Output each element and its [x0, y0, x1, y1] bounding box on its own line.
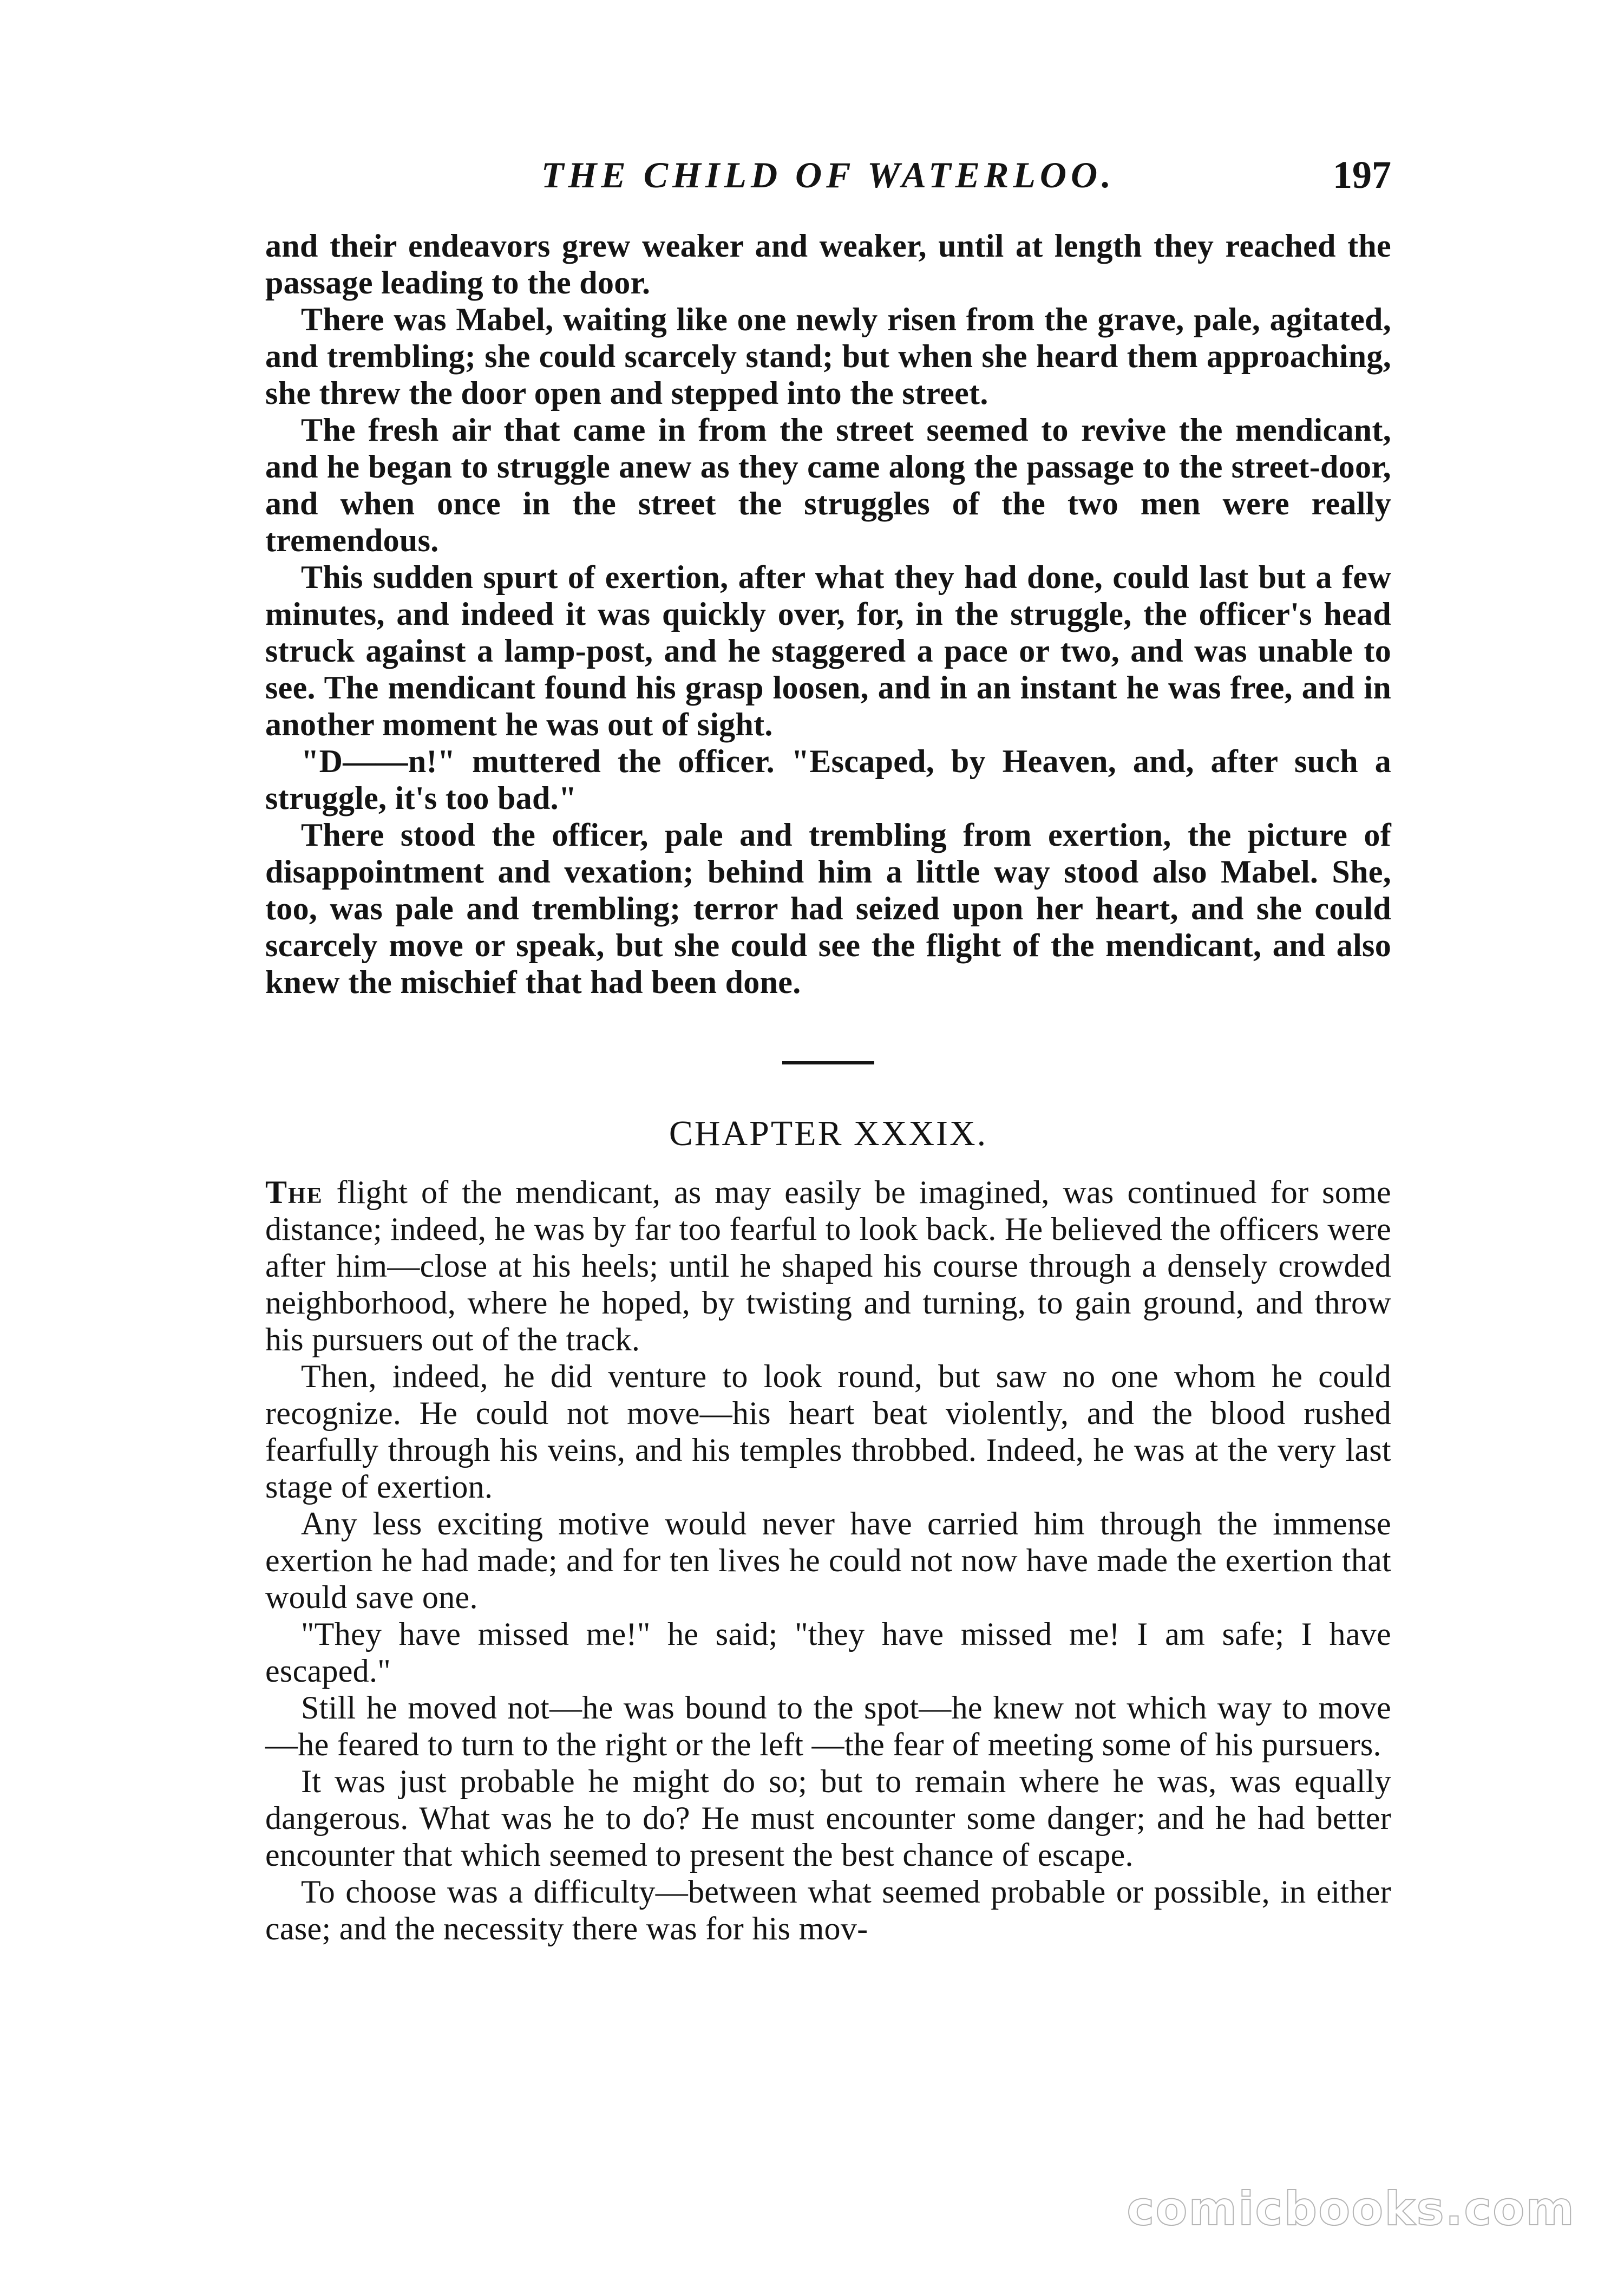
paragraph: It was just probable he might do so; but to remain where he was, was equally dangerous. What was he to do? He must encounter some danger; and he had better encounter that which seemed to present the best chance of escape. [265, 1763, 1391, 1873]
running-title: THE CHILD OF WATERLOO. [541, 154, 1116, 195]
paragraph: "D——n!" muttered the officer. "Escaped, by Heaven, and, after such a struggle, it's too bad." [265, 743, 1391, 816]
paragraph: Then, indeed, he did venture to look round, but saw no one whom he could recognize. He could not move—his heart beat violently, and the blood rushed fearfully through his veins, and his temples throbbed. Indeed, he was at the very last stage of exertion. [265, 1358, 1391, 1505]
paragraph: There stood the officer, pale and trembling from exertion, the picture of disappointment and vexation; behind him a little way stood also Mabel. She, too, was pale and trembling; terror had seized upon her heart, and she could scarcely move or speak, but she could see the flight of the mendicant, and also knew the mischief that had been done. [265, 817, 1391, 1000]
lead-word: The [265, 1174, 323, 1210]
watermark-logo: comicbooks.com [1127, 2182, 1575, 2236]
paragraph: This sudden spurt of exertion, after what they had done, could last but a few minutes, and indeed it was quickly over, for, in the struggle, the officer's head struck against a lamp-post, and he staggered a pace or two, and was unable to see. The mendicant found his grasp loosen, and in an instant he was free, and in another moment he was out of sight. [265, 559, 1391, 742]
paragraph: "They have missed me!" he said; "they have missed me! I am safe; I have escaped." [265, 1616, 1391, 1689]
paragraph: The fresh air that came in from the street seemed to revive the mendicant, and he began to struggle anew as they came along the passage to the street-door, and when once in the street the struggles of the two men were really tremendous. [265, 412, 1391, 558]
opening-paragraph-text: flight of the mendicant, as may easily be imagined, was continued for some distance; indeed, he was by far too fearful to look back. He believed the officers were after him—close at his heels; until he shaped his course through a densely crowded neighborhood, where he hoped, by twisting and turning, to gain ground, and throw his pursuers out of the track. [265, 1174, 1391, 1357]
body-text [265, 227, 1391, 1947]
paragraph: There was Mabel, waiting like one newly risen from the grave, pale, agitated, and trembling; she could scarcely stand; but when she heard them approaching, she threw the door open and stepped into the street. [265, 302, 1391, 411]
page-number: 197 [1333, 153, 1391, 197]
chapter-heading: CHAPTER XXXIX. [669, 1114, 988, 1153]
section-divider [782, 1061, 874, 1064]
chapter-opening-paragraph [265, 1174, 1391, 1358]
paragraph: To choose was a difficulty—between what seemed probable or possible, in either case; and the necessity there was for his mov- [265, 1874, 1391, 1946]
running-head [265, 151, 1391, 199]
paragraph: Any less exciting motive would never have carried him through the immense exertion he had made; and for ten lives he could not now have made the exertion that would save one. [265, 1506, 1391, 1615]
paragraph: and their endeavors grew weaker and weaker, until at length they reached the passage leading to the door. [265, 228, 1391, 300]
paragraph: Still he moved not—he was bound to the spot—he knew not which way to move—he feared to turn to the right or the left —the fear of meeting some of his pursuers. [265, 1690, 1391, 1762]
